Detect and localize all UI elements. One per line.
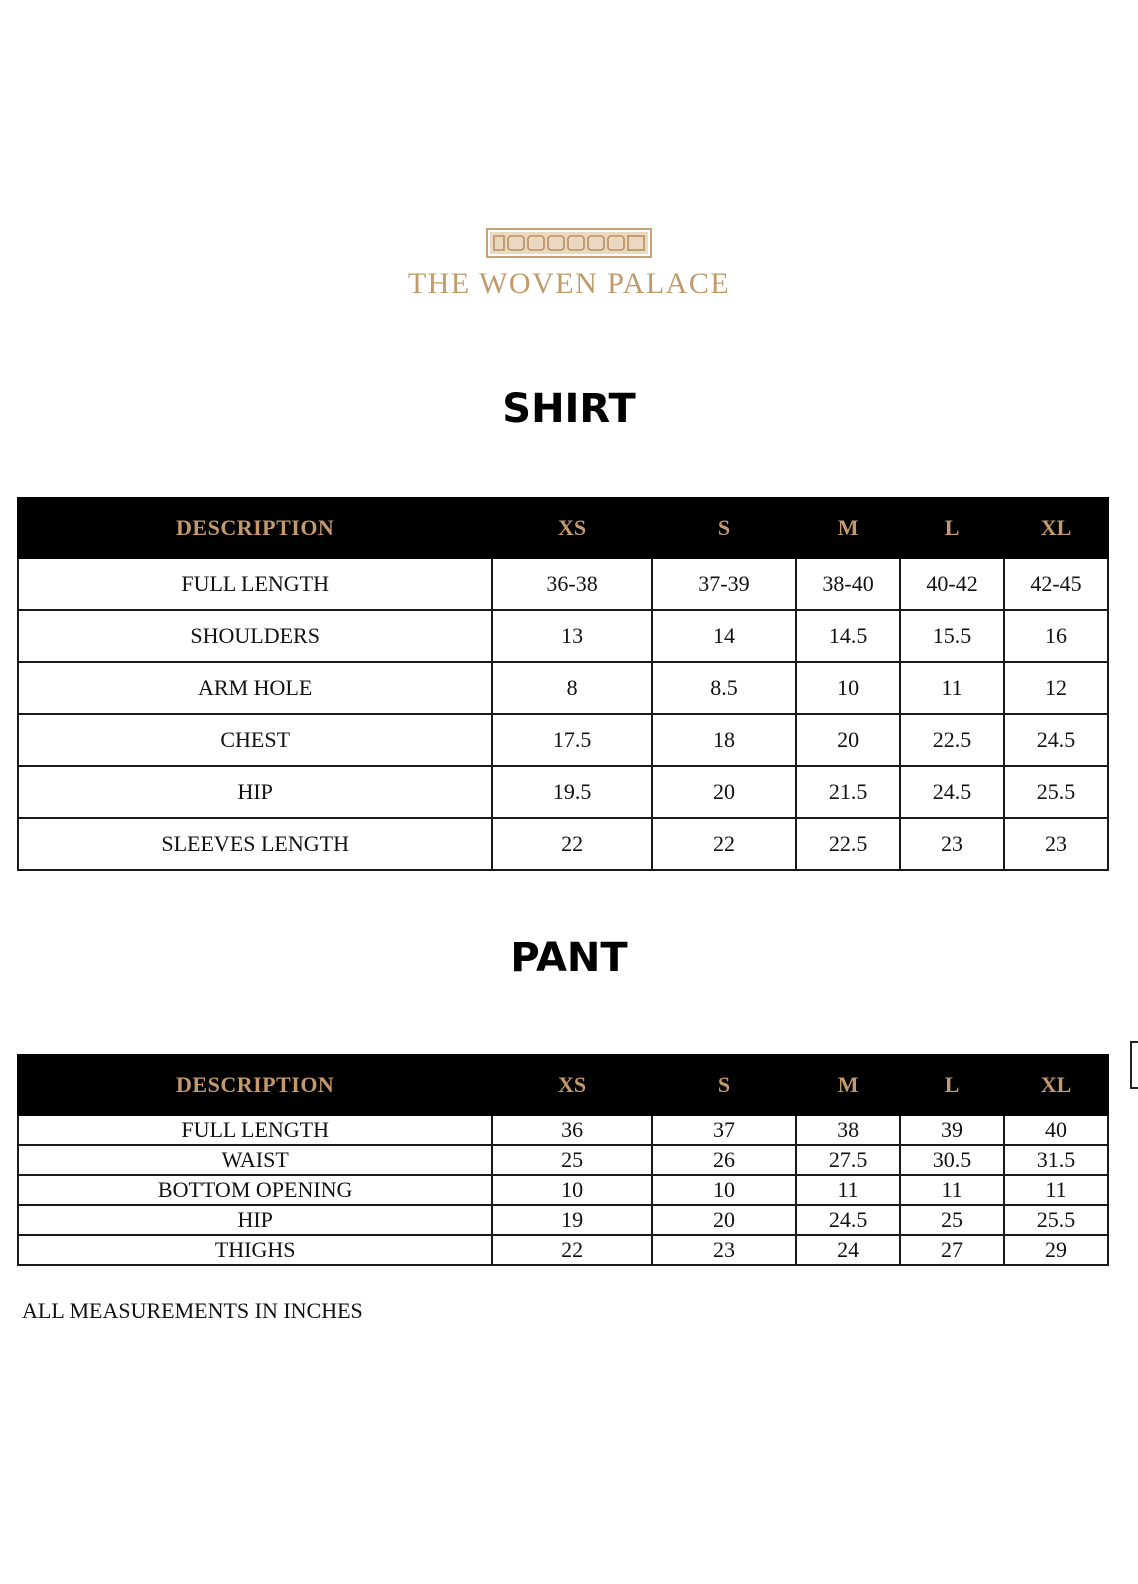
size-value: 11 (900, 1175, 1004, 1205)
size-value: 21.5 (796, 766, 900, 818)
shirt-col-header-s: S (652, 498, 796, 558)
shirt-header-row (18, 498, 1108, 558)
size-value: 31.5 (1004, 1145, 1108, 1175)
size-value: 22 (492, 1235, 651, 1265)
size-value: 16 (1004, 610, 1108, 662)
size-value: 11 (1004, 1175, 1108, 1205)
shirt-col-header-m: M (796, 498, 900, 558)
edge-bracket (1130, 1041, 1138, 1089)
size-value: 13 (492, 610, 651, 662)
shirt-row-sleeves-length (18, 818, 1108, 870)
size-value: 37-39 (652, 558, 796, 610)
size-value: 14 (652, 610, 796, 662)
shirt-col-header-l: L (900, 498, 1004, 558)
palace-facade-logo-icon (486, 228, 652, 258)
size-value: 8 (492, 662, 651, 714)
size-value: 11 (796, 1175, 900, 1205)
pant-col-header-xl: XL (1004, 1055, 1108, 1115)
size-value: 20 (652, 1205, 796, 1235)
size-value: 36 (492, 1115, 651, 1145)
measurement-note: ALL MEASUREMENTS IN INCHES (22, 1298, 363, 1323)
size-value: 23 (900, 818, 1004, 870)
size-value: 37 (652, 1115, 796, 1145)
size-value: 22.5 (900, 714, 1004, 766)
size-value: 26 (652, 1145, 796, 1175)
shirt-row-chest (18, 714, 1108, 766)
pant-row-bottom-opening (18, 1175, 1108, 1205)
row-label: CHEST (18, 714, 492, 766)
pant-header-row (18, 1055, 1108, 1115)
pant-col-header-description: DESCRIPTION (18, 1055, 492, 1115)
pant-row-full-length (18, 1115, 1108, 1145)
size-value: 17.5 (492, 714, 651, 766)
shirt-row-shoulders (18, 610, 1108, 662)
row-label: SLEEVES LENGTH (18, 818, 492, 870)
size-value: 8.5 (652, 662, 796, 714)
shirt-col-header-xl: XL (1004, 498, 1108, 558)
shirt-col-header-xs: XS (492, 498, 651, 558)
row-label: THIGHS (18, 1235, 492, 1265)
size-value: 20 (796, 714, 900, 766)
size-value: 10 (796, 662, 900, 714)
size-value: 38 (796, 1115, 900, 1145)
size-value: 40-42 (900, 558, 1004, 610)
size-value: 15.5 (900, 610, 1004, 662)
size-value: 39 (900, 1115, 1004, 1145)
size-value: 30.5 (900, 1145, 1004, 1175)
row-label: ARM HOLE (18, 662, 492, 714)
shirt-body (18, 558, 1108, 870)
shirt-row-hip (18, 766, 1108, 818)
pant-size-table (17, 1054, 1109, 1266)
shirt-row-full-length (18, 558, 1108, 610)
row-label: HIP (18, 1205, 492, 1235)
size-value: 27.5 (796, 1145, 900, 1175)
pant-row-waist (18, 1145, 1108, 1175)
row-label: FULL LENGTH (18, 1115, 492, 1145)
size-value: 14.5 (796, 610, 900, 662)
size-value: 24.5 (796, 1205, 900, 1235)
row-label: FULL LENGTH (18, 558, 492, 610)
size-value: 12 (1004, 662, 1108, 714)
shirt-title: SHIRT (502, 386, 636, 432)
pant-col-header-m: M (796, 1055, 900, 1115)
row-label: BOTTOM OPENING (18, 1175, 492, 1205)
size-value: 24 (796, 1235, 900, 1265)
size-value: 10 (492, 1175, 651, 1205)
size-value: 22 (492, 818, 651, 870)
size-value: 18 (652, 714, 796, 766)
size-value: 22 (652, 818, 796, 870)
size-value: 10 (652, 1175, 796, 1205)
brand-name: THE WOVEN PALACE (407, 267, 731, 300)
size-value: 29 (1004, 1235, 1108, 1265)
size-value: 36-38 (492, 558, 651, 610)
size-value: 42-45 (1004, 558, 1108, 610)
shirt-col-header-description: DESCRIPTION (18, 498, 492, 558)
pant-col-header-l: L (900, 1055, 1004, 1115)
pant-row-hip (18, 1205, 1108, 1235)
size-value: 25 (900, 1205, 1004, 1235)
size-value: 40 (1004, 1115, 1108, 1145)
shirt-size-table (17, 497, 1109, 871)
size-value: 25.5 (1004, 766, 1108, 818)
row-label: SHOULDERS (18, 610, 492, 662)
size-value: 19 (492, 1205, 651, 1235)
size-value: 19.5 (492, 766, 651, 818)
row-label: WAIST (18, 1145, 492, 1175)
brand-header (0, 228, 1138, 301)
size-value: 27 (900, 1235, 1004, 1265)
size-value: 23 (652, 1235, 796, 1265)
size-value: 25.5 (1004, 1205, 1108, 1235)
size-value: 24.5 (1004, 714, 1108, 766)
pant-col-header-xs: XS (492, 1055, 651, 1115)
row-label: HIP (18, 766, 492, 818)
shirt-row-arm-hole (18, 662, 1108, 714)
size-value: 20 (652, 766, 796, 818)
pant-row-thighs (18, 1235, 1108, 1265)
pant-title: PANT (510, 935, 628, 981)
size-value: 38-40 (796, 558, 900, 610)
size-value: 25 (492, 1145, 651, 1175)
size-value: 22.5 (796, 818, 900, 870)
size-value: 11 (900, 662, 1004, 714)
size-value: 23 (1004, 818, 1108, 870)
pant-body (18, 1115, 1108, 1265)
size-value: 24.5 (900, 766, 1004, 818)
pant-col-header-s: S (652, 1055, 796, 1115)
